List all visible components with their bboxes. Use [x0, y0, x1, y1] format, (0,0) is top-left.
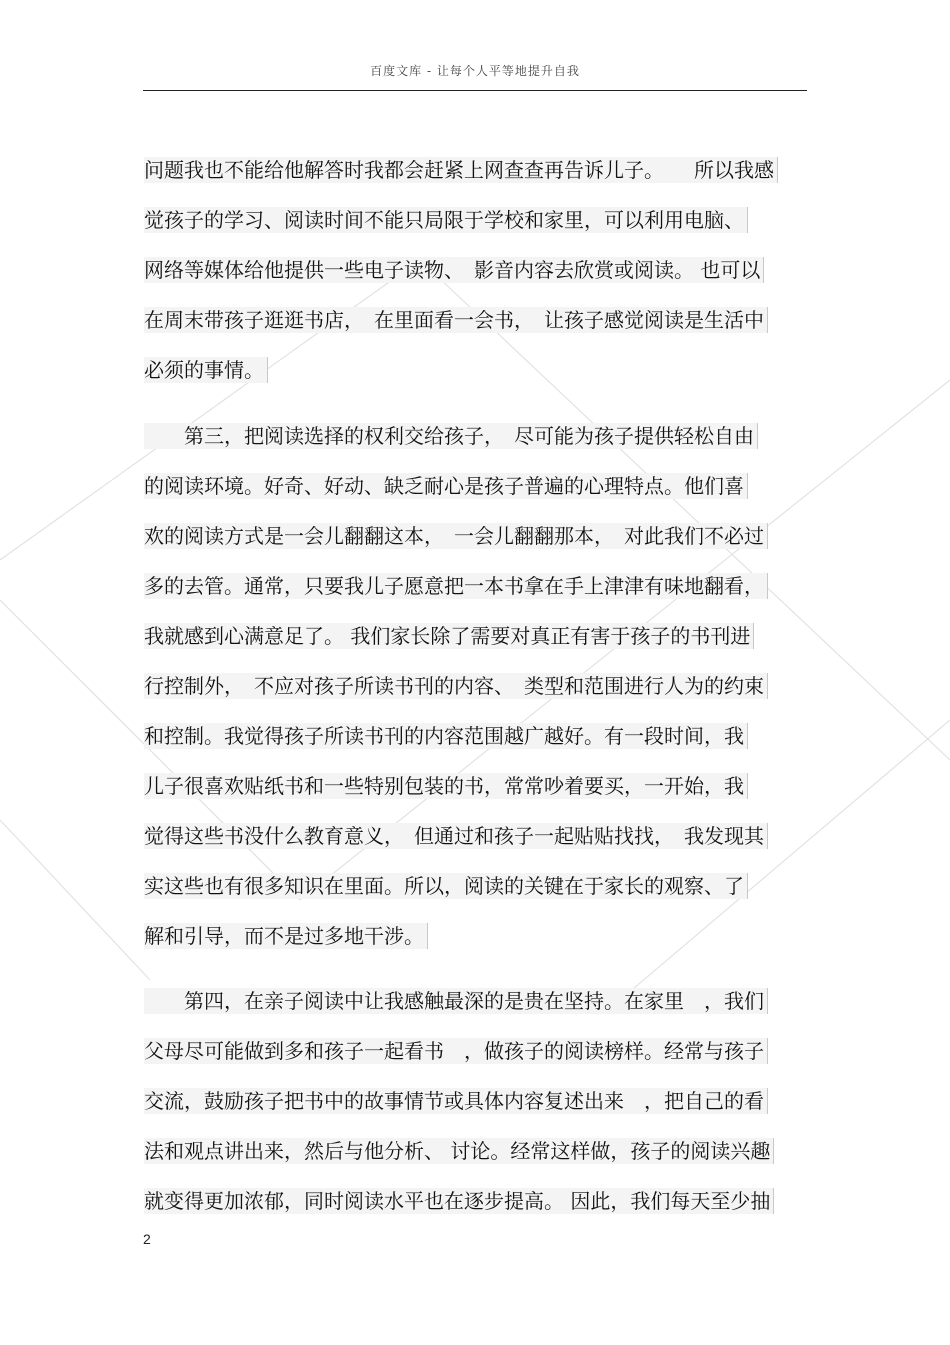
text-line: 我就感到心满意足了。 我们家长除了需要对真正有害于孩子的书刊进	[144, 623, 754, 649]
text-line: 欢的阅读方式是一会儿翻翻这本， 一会儿翻翻那本， 对此我们不必过	[144, 523, 768, 549]
text-line: 法和观点讲出来，然后与他分析、 讨论。经常这样做，孩子的阅读兴趣	[144, 1138, 774, 1164]
text-line: 问题我也不能给他解答时我都会赶紧上网查查再告诉儿子。 所以我感	[144, 157, 778, 183]
text-line: 解和引导，而不是过多地干涉。	[144, 923, 428, 949]
text-line: 和控制。我觉得孩子所读书刊的内容范围越广越好。有一段时间，我	[144, 723, 748, 749]
text-line: 儿子很喜欢贴纸书和一些特别包装的书，常常吵着要买，一开始，我	[144, 773, 748, 799]
text-line: 觉得这些书没什么教育意义， 但通过和孩子一起贴贴找找， 我发现其	[144, 823, 768, 849]
text-line: 实这些也有很多知识在里面。所以，阅读的关键在于家长的观察、了	[144, 873, 748, 899]
header-divider	[143, 90, 807, 91]
text-line: 在周末带孩子逛逛书店， 在里面看一会书， 让孩子感觉阅读是生活中	[144, 307, 768, 333]
text-line: 第三，把阅读选择的权利交给孩子， 尽可能为孩子提供轻松自由	[144, 423, 758, 449]
text-line: 多的去管。通常，只要我儿子愿意把一本书拿在手上津津有味地翻看，	[144, 573, 768, 599]
text-line: 必须的事情。	[144, 357, 268, 383]
text-line: 的阅读环境。好奇、好动、缺乏耐心是孩子普遍的心理特点。他们喜	[144, 473, 748, 499]
text-line: 就变得更加浓郁，同时阅读水平也在逐步提高。 因此，我们每天至少抽	[144, 1188, 774, 1214]
text-line: 父母尽可能做到多和孩子一起看书 ，做孩子的阅读榜样。经常与孩子	[144, 1038, 768, 1064]
text-line: 第四，在亲子阅读中让我感触最深的是贵在坚持。在家里 ，我们	[144, 988, 768, 1014]
text-line: 交流，鼓励孩子把书中的故事情节或具体内容复述出来 ，把自己的看	[144, 1088, 768, 1114]
text-line: 网络等媒体给他提供一些电子读物、 影音内容去欣赏或阅读。 也可以	[144, 257, 764, 283]
text-line: 行控制外， 不应对孩子所读书刊的内容、 类型和范围进行人为的约束	[144, 673, 768, 699]
text-line: 觉孩子的学习、阅读时间不能只局限于学校和家里，可以利用电脑、	[144, 207, 748, 233]
page-header: 百度文库 - 让每个人平等地提升自我	[370, 64, 580, 78]
page-number: 2	[143, 1231, 151, 1247]
